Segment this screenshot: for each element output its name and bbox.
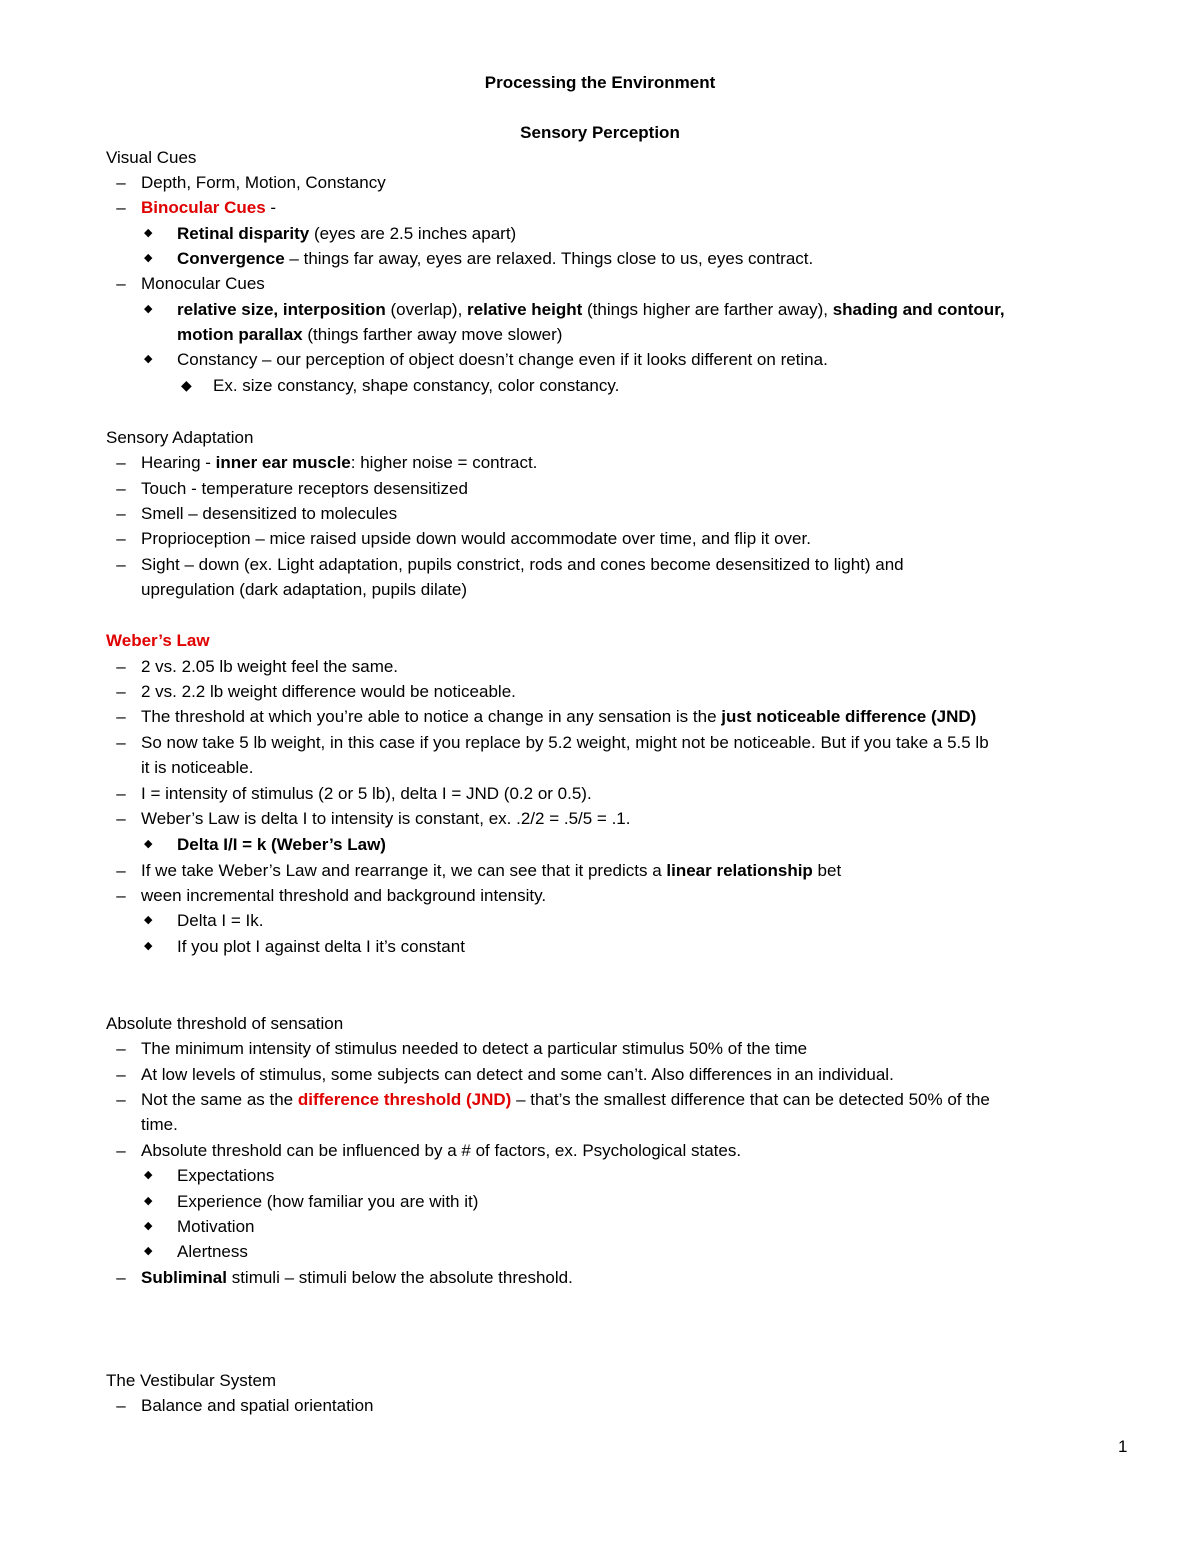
- dash-marker: –: [116, 1065, 126, 1084]
- dash-marker: –: [116, 453, 126, 472]
- list-item: – So now take 5 lb weight, in this case if you replace by 5.2 weight, might not be noticeable. But if you take a 5.5 lb: [0, 730, 1200, 755]
- heading-sensory-adaptation: Sensory Adaptation: [106, 428, 254, 447]
- list-item: ◆ Convergence – things far away, eyes are relaxed. Things close to us, eyes contract.: [0, 246, 1200, 271]
- page-number: 1: [1118, 1437, 1128, 1456]
- list-item: – Hearing - inner ear muscle: higher noise = contract.: [0, 450, 1200, 475]
- list-item: – The minimum intensity of stimulus needed to detect a particular stimulus 50% of the time: [0, 1036, 1200, 1061]
- list-item: ◆ Motivation: [0, 1214, 1200, 1239]
- list-item: ◆ Ex. size constancy, shape constancy, color constancy.: [0, 373, 1200, 398]
- list-item: – Subliminal stimuli – stimuli below the absolute threshold.: [0, 1265, 1200, 1290]
- list-item: – Depth, Form, Motion, Constancy: [0, 170, 1200, 195]
- dash-marker: –: [116, 733, 126, 752]
- list-item: ◆ If you plot I against delta I it’s constant: [0, 934, 1200, 959]
- dash-marker: –: [116, 1039, 126, 1058]
- dash-marker: –: [116, 555, 126, 574]
- dash-marker: –: [116, 529, 126, 548]
- dash-marker: –: [116, 1396, 126, 1415]
- list-item: ◆ Experience (how familiar you are with it): [0, 1189, 1200, 1214]
- diamond-bullet-icon: ◆: [181, 377, 192, 393]
- list-item: ◆ Delta I = Ik.: [0, 908, 1200, 933]
- list-item: ◆ Alertness: [0, 1239, 1200, 1264]
- dash-marker: –: [116, 504, 126, 523]
- dash-marker: –: [116, 657, 126, 676]
- list-item-continuation: it is noticeable.: [141, 758, 254, 777]
- bullet-icon: ◆: [144, 227, 153, 239]
- dash-marker: –: [116, 707, 126, 726]
- list-item-continuation: motion parallax (things farther away move slower): [177, 325, 563, 344]
- bullet-icon: ◆: [144, 303, 153, 315]
- bullet-icon: ◆: [144, 1220, 153, 1232]
- list-item: – ween incremental threshold and background intensity.: [0, 883, 1200, 908]
- dash-marker: –: [116, 809, 126, 828]
- list-item: – Smell – desensitized to molecules: [0, 501, 1200, 526]
- list-item: – 2 vs. 2.2 lb weight difference would be noticeable.: [0, 679, 1200, 704]
- bullet-icon: ◆: [144, 1245, 153, 1257]
- document-title: Processing the Environment: [484, 73, 716, 92]
- bullet-icon: ◆: [144, 1169, 153, 1181]
- bullet-icon: ◆: [144, 914, 153, 926]
- heading-webers-law: Weber’s Law: [106, 631, 210, 650]
- dash-marker: –: [116, 784, 126, 803]
- dash-marker: –: [116, 1268, 126, 1287]
- list-item: ◆ Constancy – our perception of object doesn’t change even if it looks different on retina.: [0, 347, 1200, 372]
- bullet-icon: ◆: [144, 1195, 153, 1207]
- list-item: ◆ Delta I/I = k (Weber’s Law): [0, 832, 1200, 857]
- dash-marker: –: [116, 198, 126, 217]
- section-title: Sensory Perception: [520, 123, 680, 142]
- dash-marker: –: [116, 274, 126, 293]
- dash-marker: –: [116, 1141, 126, 1160]
- dash-marker: –: [116, 1090, 126, 1109]
- list-item: – Not the same as the difference threshold (JND) – that’s the smallest difference that can be detected 50% of the: [0, 1087, 1200, 1112]
- list-item-continuation: time.: [141, 1115, 178, 1134]
- list-item: – Sight – down (ex. Light adaptation, pupils constrict, rods and cones become desensitized to light) and: [0, 552, 1200, 577]
- bullet-icon: ◆: [144, 838, 153, 850]
- list-item: ◆ Retinal disparity (eyes are 2.5 inches apart): [0, 221, 1200, 246]
- heading-visual-cues: Visual Cues: [106, 148, 197, 167]
- dash-marker: –: [116, 861, 126, 880]
- list-item: – Proprioception – mice raised upside down would accommodate over time, and flip it over.: [0, 526, 1200, 551]
- list-item: ◆ Expectations: [0, 1163, 1200, 1188]
- list-item: – Absolute threshold can be influenced by a # of factors, ex. Psychological states.: [0, 1138, 1200, 1163]
- highlight-difference-threshold: difference threshold (JND): [297, 1090, 512, 1109]
- list-item: ◆ relative size, interposition (overlap), relative height (things higher are farther away), shading and contour,: [0, 297, 1200, 322]
- highlight-binocular-cues: Binocular Cues: [141, 198, 266, 217]
- bullet-icon: ◆: [144, 353, 153, 365]
- list-item: – Binocular Cues -: [0, 195, 1200, 220]
- list-item: – Monocular Cues: [0, 271, 1200, 296]
- heading-vestibular-system: The Vestibular System: [106, 1371, 277, 1390]
- list-item: – 2 vs. 2.05 lb weight feel the same.: [0, 654, 1200, 679]
- list-item: – I = intensity of stimulus (2 or 5 lb), delta I = JND (0.2 or 0.5).: [0, 781, 1200, 806]
- bullet-icon: ◆: [144, 940, 153, 952]
- list-item: – Weber’s Law is delta I to intensity is constant, ex. .2/2 = .5/5 = .1.: [0, 806, 1200, 831]
- dash-marker: –: [116, 173, 126, 192]
- bullet-icon: ◆: [144, 252, 153, 264]
- list-item: – At low levels of stimulus, some subjects can detect and some can’t. Also differences in an individual.: [0, 1062, 1200, 1087]
- dash-marker: –: [116, 682, 126, 701]
- list-item: – Balance and spatial orientation: [0, 1393, 1200, 1418]
- list-item: – If we take Weber’s Law and rearrange it, we can see that it predicts a linear relationship bet: [0, 858, 1200, 883]
- dash-marker: –: [116, 479, 126, 498]
- heading-absolute-threshold: Absolute threshold of sensation: [106, 1014, 344, 1033]
- list-item-continuation: upregulation (dark adaptation, pupils dilate): [141, 580, 468, 599]
- list-item: – The threshold at which you’re able to notice a change in any sensation is the just noticeable difference (JND): [0, 704, 1200, 729]
- list-item: – Touch - temperature receptors desensitized: [0, 476, 1200, 501]
- dash-marker: –: [116, 886, 126, 905]
